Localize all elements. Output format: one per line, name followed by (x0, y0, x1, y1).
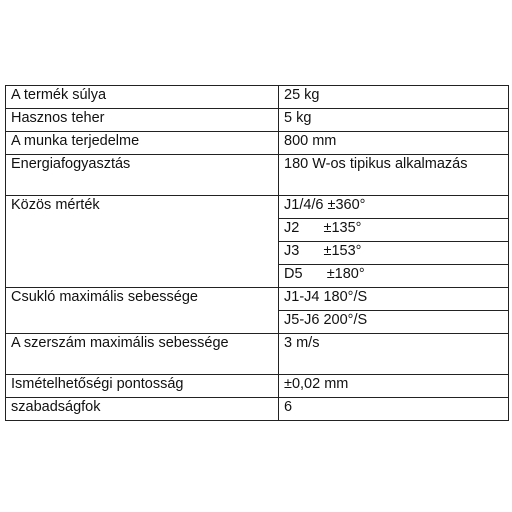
row-label: A termék súlya (6, 86, 279, 109)
row-label: Hasznos teher (6, 109, 279, 132)
table-row (6, 155, 509, 196)
row-value: J1-J4 180°/S (279, 288, 509, 311)
row-value: J1/4/6 ±360° (279, 196, 509, 219)
row-value: 25 kg (279, 86, 509, 109)
row-value: J5-J6 200°/S (279, 311, 509, 334)
row-label: Energiafogyasztás (6, 155, 279, 196)
table-row (6, 196, 509, 219)
row-value: 5 kg (279, 109, 509, 132)
table-row (6, 398, 509, 421)
spec-table (5, 85, 509, 421)
row-label: szabadságfok (6, 398, 279, 421)
row-value: ±0,02 mm (279, 375, 509, 398)
row-value: J3 ±153° (279, 242, 509, 265)
table-row (6, 109, 509, 132)
row-value: D5 ±180° (279, 265, 509, 288)
row-label: A munka terjedelme (6, 132, 279, 155)
row-value: J2 ±135° (279, 219, 509, 242)
table-row (6, 132, 509, 155)
row-label: Csukló maximális sebessége (6, 288, 279, 334)
table-row (6, 375, 509, 398)
row-value: 3 m/s (279, 334, 509, 375)
table-row (6, 288, 509, 311)
row-label: Közös mérték (6, 196, 279, 288)
row-value: 6 (279, 398, 509, 421)
row-value: 180 W-os tipikus alkalmazás (279, 155, 509, 196)
row-label: Ismételhetőségi pontosság (6, 375, 279, 398)
table-row (6, 334, 509, 375)
row-label: A szerszám maximális sebessége (6, 334, 279, 375)
row-value: 800 mm (279, 132, 509, 155)
table-row (6, 86, 509, 109)
